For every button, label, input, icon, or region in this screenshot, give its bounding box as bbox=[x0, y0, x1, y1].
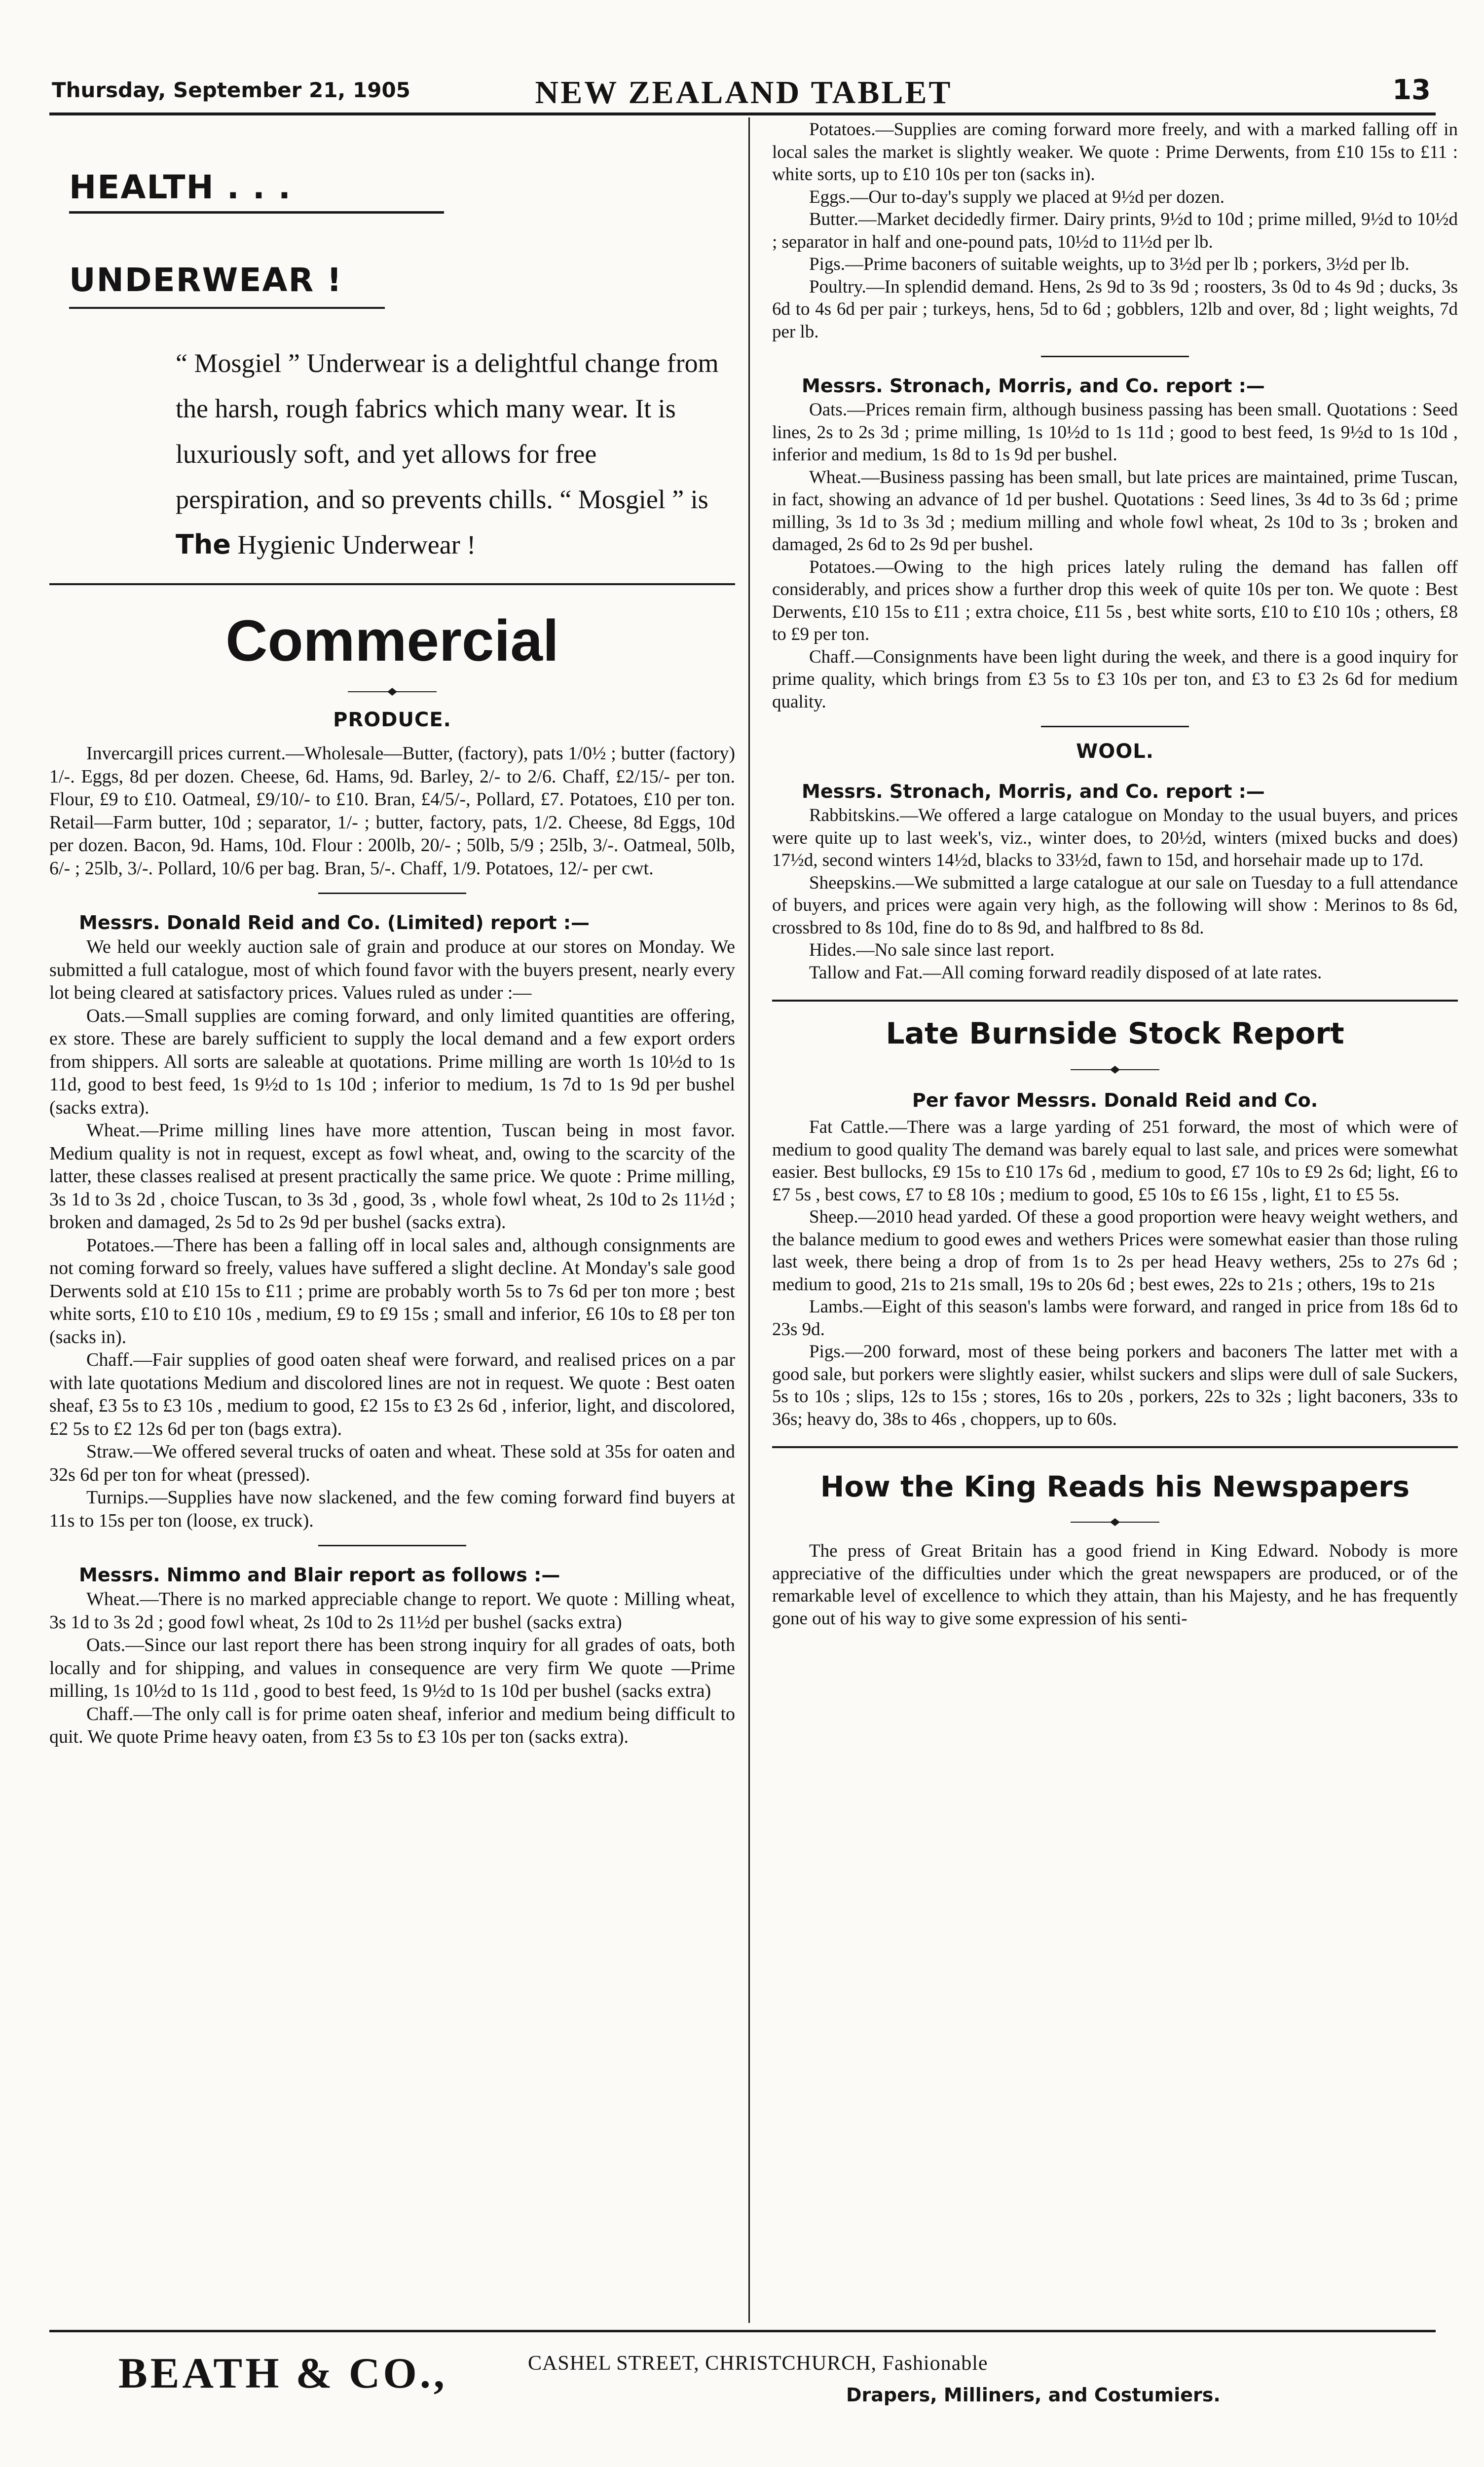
report-paragraph: Wheat.—There is no marked appreciable change to report. We quote : Milling wheat, 3s 1d to 3s 2d ; good fowl wheat, 2s 10d to 2s 11½d per bushel (sacks extra) bbox=[49, 1589, 735, 1633]
footer-advert bbox=[118, 2344, 1450, 2423]
column-rule bbox=[748, 117, 750, 2323]
ornament-divider bbox=[1071, 1065, 1159, 1075]
advert-underline bbox=[69, 307, 385, 309]
ornament-divider bbox=[348, 687, 437, 697]
report-paragraph: Rabbitskins.—We offered a large catalogue on Monday to the usual buyers, and prices were quite up to last week's, viz., winter does, to 20½d, winters (mixed bucks and does) 17½d, second winters 14½d, blacks to 33½d, fawn to 15d, and horsehair made up to 17d. bbox=[772, 805, 1458, 870]
report-paragraph: Pigs.—Prime baconers of suitable weights, up to 3½d per lb ; porkers, 3½d per lb. bbox=[809, 254, 1410, 274]
advert-heading-underwear: UNDERWEAR ! bbox=[69, 261, 343, 299]
report-paragraph: Oats.—Since our last report there has been strong inquiry for all grades of oats, both locally and for shipping, and values in consequence are very firm We quote —Prime milling, 1s 10½d to 1s 11d , good to best feed, 1s 9½d to 1s 10d per bushel (sacks extra) bbox=[49, 1635, 735, 1701]
report-heading-reid: Messrs. Donald Reid and Co. (Limited) report :— bbox=[79, 912, 590, 934]
report-paragraph: Potatoes.—Owing to the high prices lately ruling the demand has fallen off considerably, and prices show a further drop this week of quite 10s per ton. We quote : Best Derwents, £10 15s to £11 ; extra choice, £11 5s , best white sorts, £10 to £10 10s ; others, £8 to £9 per ton. bbox=[772, 557, 1458, 644]
advert-text: “ Mosgiel ” Underwear is a delightful change from the harsh, rough fabrics which many wear. It is luxuriously soft, and yet allows for free perspiration, and so prevents chills. “ Mosgiel ” is bbox=[176, 348, 719, 514]
produce-heading: PRODUCE. bbox=[333, 709, 451, 731]
newspaper-title: NEW ZEALAND TABLET bbox=[535, 75, 953, 111]
report-paragraph: Chaff.—Consignments have been light during the week, and there is a good inquiry for prime quality, which brings from £3 5s to £3 10s per ton, and £3 to £3 2s 6d for medium quality. bbox=[772, 646, 1458, 712]
advert-body bbox=[176, 340, 735, 567]
footer-address: CASHEL STREET, CHRISTCHURCH, Fashionable bbox=[528, 2352, 988, 2375]
report-heading-nimmo: Messrs. Nimmo and Blair report as follows :— bbox=[79, 1564, 560, 1586]
footer-company-name: BEATH & CO., bbox=[118, 2350, 447, 2397]
advert-heading-health: HEALTH . . . bbox=[69, 168, 292, 206]
report-paragraph: Potatoes.—There has been a falling off in local sales and, although consignments are not coming forward so freely, values have suffered a slight decline. At Monday's sale good Derwents sold at £10 15s to £11 ; prime are probably worth 5s to 7s 6d per ton more ; best white sorts, £10 to £10 10s , medium, £9 to £9 15s ; small and inferior, £6 10s to £8 per ton (sacks in). bbox=[49, 1234, 735, 1347]
section-divider bbox=[49, 583, 735, 585]
report-paragraph: Lambs.—Eight of this season's lambs were forward, and ranged in price from 18s 6d to 23s 9d. bbox=[772, 1297, 1458, 1340]
ornament-divider bbox=[1071, 1517, 1159, 1527]
report-paragraph: Chaff.—Fair supplies of good oaten sheaf were forward, and realised prices on a par with late quotations Medium and discolored lines are not in request. We quote : Best oaten sheaf, £3 5s to £3 10s , medium to good, £2 15s to £3 2s 6d , inferior, light, and discolored, £2 5s to £2 12s 6d per ton (bags extra). bbox=[49, 1349, 735, 1439]
report-paragraph: Oats.—Prices remain firm, although business passing has been small. Quotations : Seed lines, 2s to 2s 3d ; prime milling, 1s 10½d to 1s 11d ; good to best feed, 1s 9½d to 1s 10d , inferior and medium, 1s 8d to 1s 9d per bushel. bbox=[772, 400, 1458, 465]
footer-rule bbox=[49, 2330, 1436, 2332]
short-divider bbox=[1041, 356, 1189, 357]
masthead-rule bbox=[49, 112, 1436, 115]
report-heading-stronach: Messrs. Stronach, Morris, and Co. report :— bbox=[802, 375, 1265, 397]
king-article-text: The press of Great Britain has a good friend in King Edward. Nobody is more appreciative of the difficulties under which the great newspapers are produced, or of the remarkable level of excellence to which they attain, than his Majesty, and he has frequently gone out of his way to give some expression of his senti- bbox=[772, 1541, 1458, 1629]
report-paragraph: Pigs.—200 forward, most of these being porkers and baconers The latter met with a good sale, but porkers were slightly easier, whilst suckers and slips were dull of sale Suckers, 5s to 10s ; slips, 12s to 15s ; stores, 16s to 20s , porkers, 22s to 32s ; light baconers, 33s to 36s; heavy do, 38s to 46s , choppers, up to 60s. bbox=[772, 1342, 1458, 1429]
advert-underline bbox=[69, 211, 444, 214]
report-paragraph: Straw.—We offered several trucks of oaten and wheat. These sold at 35s for oaten and 32s 6d per ton for wheat (pressed). bbox=[49, 1441, 735, 1485]
report-heading-wool: Messrs. Stronach, Morris, and Co. report :— bbox=[802, 781, 1265, 802]
stock-report-credit: Per favor Messrs. Donald Reid and Co. bbox=[912, 1089, 1318, 1111]
report-paragraph: Potatoes.—Supplies are coming forward more freely, and with a marked falling off in local sales the market is slightly weaker. We quote : Prime Derwents, from £10 15s to £11 : white sorts, up to £10 10s per ton (sacks in). bbox=[772, 119, 1458, 185]
report-paragraph: Eggs.—Our to-day's supply we placed at 9½d per dozen. bbox=[809, 187, 1225, 207]
report-paragraph: Wheat.—Business passing has been small, but late prices are maintained, prime Tuscan, in fact, showing an advance of 1d per bushel. Quotations : Seed lines, 3s 4d to 3s 6d ; prime milling, 3s 1d to 3s 3d ; medium milling and whole fowl wheat, 2s 10d to 3s ; broken and damaged, 2s 6d to 2s 9d per bushel. bbox=[772, 467, 1458, 555]
report-paragraph: We held our weekly auction sale of grain and produce at our stores on Monday. We submitted a full catalogue, most of which found favor with the buyers present, nearly every lot being cleared at satisfactory prices. Values ruled as under :— bbox=[49, 936, 735, 1003]
report-paragraph: Wheat.—Prime milling lines have more attention, Tuscan being in most favor. Medium quality is not in request, except as fowl wheat, and, owing to the scarcity of the latter, these classes realised at present practically the same price. We quote : Prime milling, 3s 1d to 3s 2d , choice Tuscan, to 3s 3d , good, 3s , whole fowl wheat, 2s 10d to 2s 11½d ; broken and damaged, 2s 5d to 2s 9d per bushel (sacks extra). bbox=[49, 1120, 735, 1233]
right-column bbox=[772, 118, 1458, 1630]
report-paragraph: Sheepskins.—We submitted a large catalogue at our sale on Tuesday to a full attendance of buyers, and prices were again very high, as the following will show : Merinos to 8s 6d, crossbred to 8s 10d, fine do to 8s 9d, and halfbred to 8s 8d. bbox=[772, 872, 1458, 938]
stock-report-heading: Late Burnside Stock Report bbox=[886, 1016, 1344, 1051]
section-divider bbox=[772, 1000, 1458, 1002]
report-paragraph: Chaff.—The only call is for prime oaten sheaf, inferior and medium being difficult to quit. We quote Prime heavy oaten, from £3 5s to £3 10s per ton (sacks extra). bbox=[49, 1703, 735, 1747]
section-divider bbox=[772, 1446, 1458, 1448]
short-divider bbox=[318, 1545, 466, 1546]
report-paragraph: Oats.—Small supplies are coming forward, and only limited quantities are offering, ex store. These are barely sufficient to supply the local demand and a few export orders from shippers. All sorts are saleable at quotations. Prime milling are worth 1s 10½d to 1s 11d, good to best feed, 1s 9½d to 1s 10d ; inferior to medium, 1s 7d to 1s 9d per bushel (sacks extra). bbox=[49, 1005, 735, 1118]
advert-tagline-bold: The bbox=[176, 529, 231, 560]
advert-tagline: Hygienic Underwear ! bbox=[237, 530, 476, 560]
short-divider bbox=[1041, 726, 1189, 727]
page-number: 13 bbox=[1392, 74, 1431, 106]
report-paragraph: Fat Cattle.—There was a large yarding of 251 forward, the most of which were of medium to good quality The demand was barely equal to last sale, and prices were somewhat easier. Best bullocks, £9 15s to £10 17s 6d , medium to good, £7 10s to £9 2s 6d; light, £6 to £7 5s , best cows, £7 to £8 10s ; medium to good, £5 10s to £6 15s , light, £1 to £5 5s. bbox=[772, 1117, 1458, 1205]
issue-date: Thursday, September 21, 1905 bbox=[52, 78, 410, 102]
produce-text: Invercargill prices current.—Wholesale—Butter, (factory), pats 1/0½ ; butter (factory) 1/-. Eggs, 8d per dozen. Cheese, 6d. Hams, 9d. Barley, 2/- to 2/6. Chaff, £2/15/- per ton. Flour, £9 to £10. Oatmeal, £9/10/- to £10. Bran, £4/5/-, Pollard, £7. Potatoes, £10 per ton. Retail—Farm butter, 10d ; separator, 1/- ; butter, factory, pats, 1/2. Cheese, 8d Eggs, 10d per dozen. Bacon, 9d. Hams, 10d. Flour : 200lb, 20/- ; 50lb, 5/9 ; 25lb, 3/-. Oatmeal, 50lb, 6/- ; 25lb, 3/-. Pollard, 10/6 per bag. Bran, 5/-. Chaff, 1/9. Potatoes, 12/- per cwt. bbox=[49, 743, 735, 879]
report-paragraph: Hides.—No sale since last report. bbox=[809, 940, 1055, 960]
report-paragraph: Sheep.—2010 head yarded. Of these a good proportion were heavy weight wethers, and the balance medium to good ewes and wethers Prices were somewhat easier than those ruling last week, there being a drop of from 1s to 2s per head Heavy wethers, 25s to 27s 6d ; medium to good, 21s to 21s small, 19s to 20s 6d ; best ewes, 22s to 21s ; others, 19s to 21s bbox=[772, 1207, 1458, 1295]
masthead bbox=[52, 74, 1436, 111]
footer-trade: Drapers, Milliners, and Costumiers. bbox=[846, 2384, 1221, 2406]
wool-heading: WOOL. bbox=[1076, 740, 1154, 763]
short-divider bbox=[318, 893, 466, 894]
report-paragraph: Tallow and Fat.—All coming forward readily disposed of at late rates. bbox=[809, 962, 1322, 983]
report-paragraph: Poultry.—In splendid demand. Hens, 2s 9d to 3s 9d ; roosters, 3s 0d to 4s 9d ; ducks, 3s 6d to 4s 6d per pair ; turkeys, hens, 5d to 6d ; gobblers, 12lb and over, 8d ; light weights, 7d per lb. bbox=[772, 276, 1458, 342]
commercial-heading: Commercial bbox=[225, 608, 559, 673]
left-column bbox=[49, 118, 735, 1749]
king-article-heading: How the King Reads his Newspapers bbox=[820, 1470, 1410, 1503]
report-paragraph: Turnips.—Supplies have now slackened, and the few coming forward find buyers at 11s to 15s per ton (loose, ex truck). bbox=[49, 1487, 735, 1531]
report-paragraph: Butter.—Market decidedly firmer. Dairy prints, 9½d to 10d ; prime milled, 9½d to 10½d ; separator in half and one-pound pats, 10½d to 11½d per lb. bbox=[772, 209, 1458, 252]
